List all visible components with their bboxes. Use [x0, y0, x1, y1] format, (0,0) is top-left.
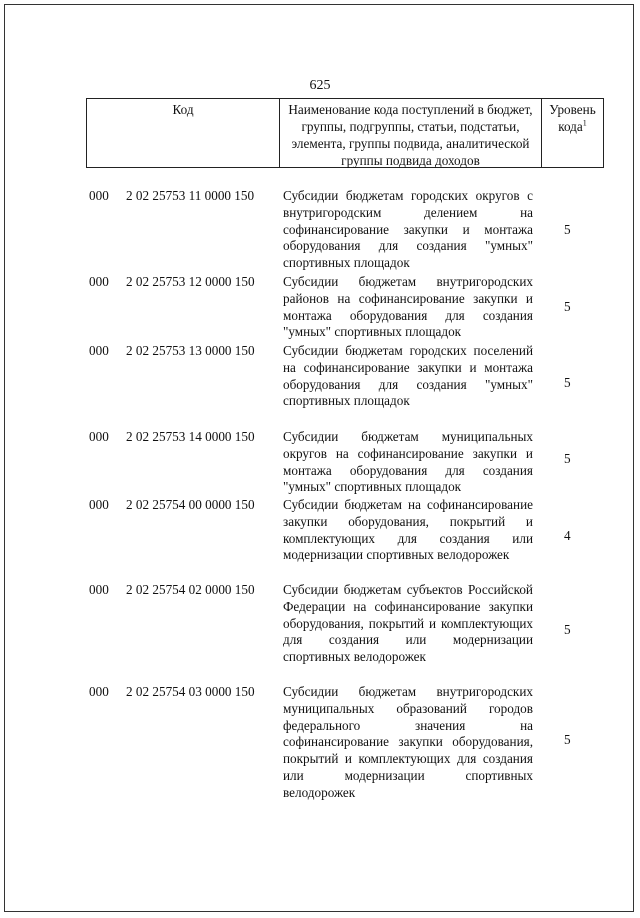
header-code-label: Код [172, 102, 194, 117]
header-code [87, 99, 280, 167]
page-number: 625 [309, 78, 331, 93]
code-level: 5 [564, 222, 571, 237]
admin-code: 000 [89, 429, 109, 444]
revenue-name: Субсидии бюджетам субъектов Российской Федерации на софинансирование закупки оборудования, покрытий и комплектующих для создания или модернизации спортивных велодорожек [283, 582, 533, 665]
header-level [542, 99, 603, 167]
header-name [280, 99, 542, 167]
revenue-code: 2 02 25754 03 0000 150 [126, 684, 255, 699]
admin-code: 000 [89, 274, 109, 289]
admin-code: 000 [89, 343, 109, 358]
code-level: 5 [564, 732, 571, 747]
code-level: 5 [564, 622, 571, 637]
revenue-code: 2 02 25754 00 0000 150 [126, 497, 255, 512]
admin-code: 000 [89, 188, 109, 203]
header-level-label: Уровень кода [549, 102, 596, 134]
revenue-name: Субсидии бюджетам городских поселений на софинансирование закупки и монтажа оборудования для создания "умных" спортивных площадок [283, 343, 533, 409]
header-name-label: Наименование кода поступлений в бюджет, группы, подгруппы, статьи, подстатьи, элемента, группы подвида, аналитической группы подвида доходов [288, 102, 533, 168]
revenue-name: Субсидии бюджетам городских округов с внутригородским делением на софинансирование закупки и монтажа оборудования для создания "умных" спортивных площадок [283, 188, 533, 271]
revenue-code: 2 02 25753 14 0000 150 [126, 429, 255, 444]
revenue-code: 2 02 25753 11 0000 150 [126, 188, 255, 203]
admin-code: 000 [89, 684, 109, 699]
header-level-footnote: 1 [582, 118, 587, 128]
code-level: 5 [564, 375, 571, 390]
revenue-code: 2 02 25754 02 0000 150 [126, 582, 255, 597]
admin-code: 000 [89, 582, 109, 597]
table-header [86, 98, 604, 168]
admin-code: 000 [89, 497, 109, 512]
revenue-code: 2 02 25753 13 0000 150 [126, 343, 255, 358]
revenue-code: 2 02 25753 12 0000 150 [126, 274, 255, 289]
code-level: 4 [564, 528, 571, 543]
code-level: 5 [564, 299, 571, 314]
revenue-name: Субсидии бюджетам муниципальных округов на софинансирование закупки и монтажа оборудования для создания "умных" спортивных площадок [283, 429, 533, 495]
revenue-name: Субсидии бюджетам на софинансирование закупки оборудования, покрытий и комплектующих для создания или модернизации спортивных велодорожек [283, 497, 533, 563]
revenue-name: Субсидии бюджетам внутригородских районов на софинансирование закупки и монтажа оборудования для создания "умных" спортивных площадок [283, 274, 533, 340]
code-level: 5 [564, 451, 571, 466]
revenue-name: Субсидии бюджетам внутригородских муниципальных образований городов федерального значения на софинансирование закупки оборудования, покрытий и комплектующих для создания или модернизации спортивных велодорожек [283, 684, 533, 800]
